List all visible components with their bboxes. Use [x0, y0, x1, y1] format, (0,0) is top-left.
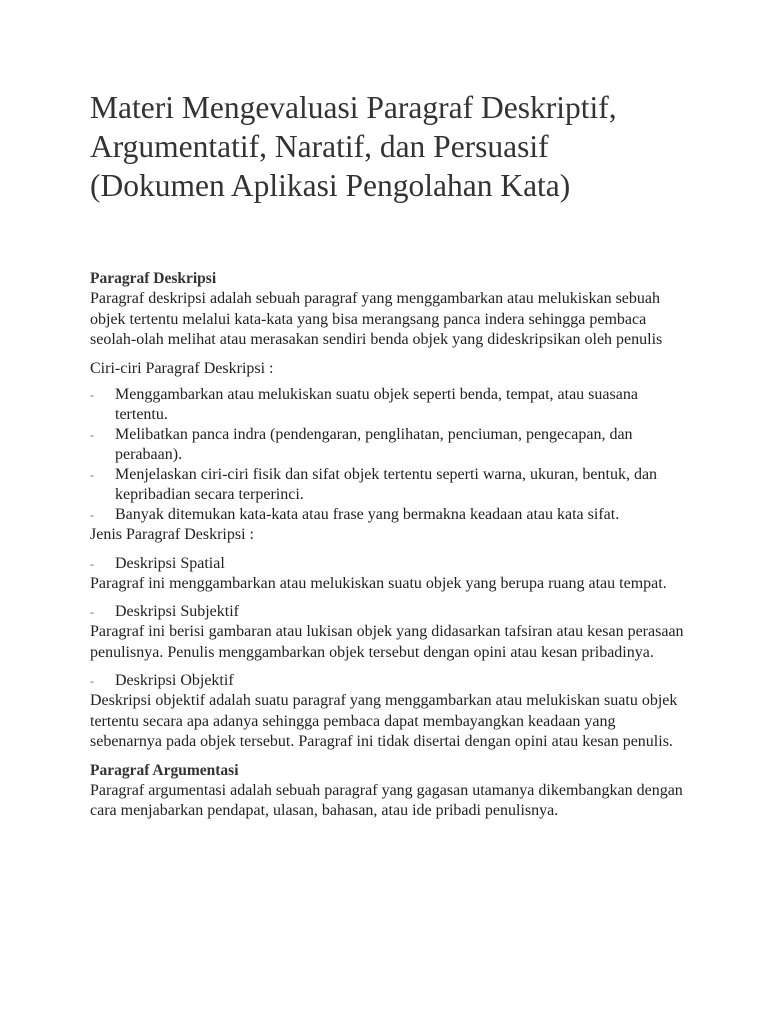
jenis-description: Paragraf ini berisi gambaran atau lukisan objek yang didasarkan tafsiran atau kesan perasaan penulisnya. Penulis menggambarkan objek tersebut dengan opini atau kesan pribadinya. [90, 623, 684, 661]
jenis-name [90, 602, 690, 622]
bullet-dash-icon: - [90, 556, 94, 571]
ciri-item-text: Melibatkan panca indra (pendengaran, penglihatan, penciuman, pengecapan, dan perabaan). [115, 426, 633, 463]
ciri-label: Ciri-ciri Paragraf Deskripsi : [90, 359, 274, 377]
document-title: Materi Mengevaluasi Paragraf Deskriptif, Argumentatif, Naratif, dan Persuasif (Dokumen Aplikasi Pengolahan Kata) [90, 90, 617, 203]
section-heading-argumentasi: Paragraf Argumentasi [90, 761, 239, 779]
section-heading-deskripsi: Paragraf Deskripsi [90, 270, 217, 287]
jenis-name-text: Deskripsi Spatial [115, 554, 225, 572]
bullet-dash-icon: - [90, 508, 94, 522]
jenis-name-text: Deskripsi Objektif [115, 672, 234, 689]
ciri-item [90, 425, 690, 465]
argumentasi-definition: Paragraf argumentasi adalah sebuah paragraf yang gagasan utamanya dikembangkan dengan cara menjabarkan pendapat, ulasan, bahasan, atau ide pribadi penulisnya. [90, 781, 683, 819]
document-page [90, 88, 690, 822]
ciri-item [90, 385, 690, 425]
jenis-name [90, 671, 690, 691]
jenis-description: Deskripsi objektif adalah suatu paragraf yang menggambarkan atau melukiskan suatu objek tertentu secara apa adanya sehingga pembaca dapat membayangkan keadaan yang sebenarnya pada objek tersebut. Paragraf ini tidak disertai dengan opini atau kesan penulis. [90, 692, 678, 750]
ciri-item [90, 465, 690, 505]
jenis-label: Jenis Paragraf Deskripsi : [90, 526, 254, 543]
ciri-item-text: Banyak ditemukan kata-kata atau frase yang bermakna keadaan atau kata sifat. [115, 506, 620, 523]
ciri-list [90, 385, 690, 525]
jenis-name-text: Deskripsi Subjektif [115, 603, 239, 620]
bullet-dash-icon: - [90, 388, 94, 402]
jenis-name [90, 554, 690, 574]
jenis-description: Paragraf ini menggambarkan atau melukiskan suatu objek yang berupa ruang atau tempat. [90, 574, 667, 592]
deskripsi-definition: Paragraf deskripsi adalah sebuah paragraf yang menggambarkan atau melukiskan sebuah objek tertentu melalui kata-kata yang bisa merangsang panca indera sehingga pembaca seolah-olah melihat atau merasakan sendiri benda objek yang dideskripsikan oleh penulis [90, 290, 663, 348]
bullet-dash-icon: - [90, 468, 94, 482]
ciri-item-text: Menjelaskan ciri-ciri fisik dan sifat objek tertentu seperti warna, ukuran, bentuk, dan kepribadian secara terperinci. [115, 466, 658, 503]
bullet-dash-icon: - [90, 674, 94, 688]
bullet-dash-icon: - [90, 605, 94, 619]
bullet-dash-icon: - [90, 428, 94, 442]
ciri-item [90, 505, 690, 525]
ciri-item-text: Menggambarkan atau melukiskan suatu objek seperti benda, tempat, atau suasana tertentu. [115, 386, 638, 423]
